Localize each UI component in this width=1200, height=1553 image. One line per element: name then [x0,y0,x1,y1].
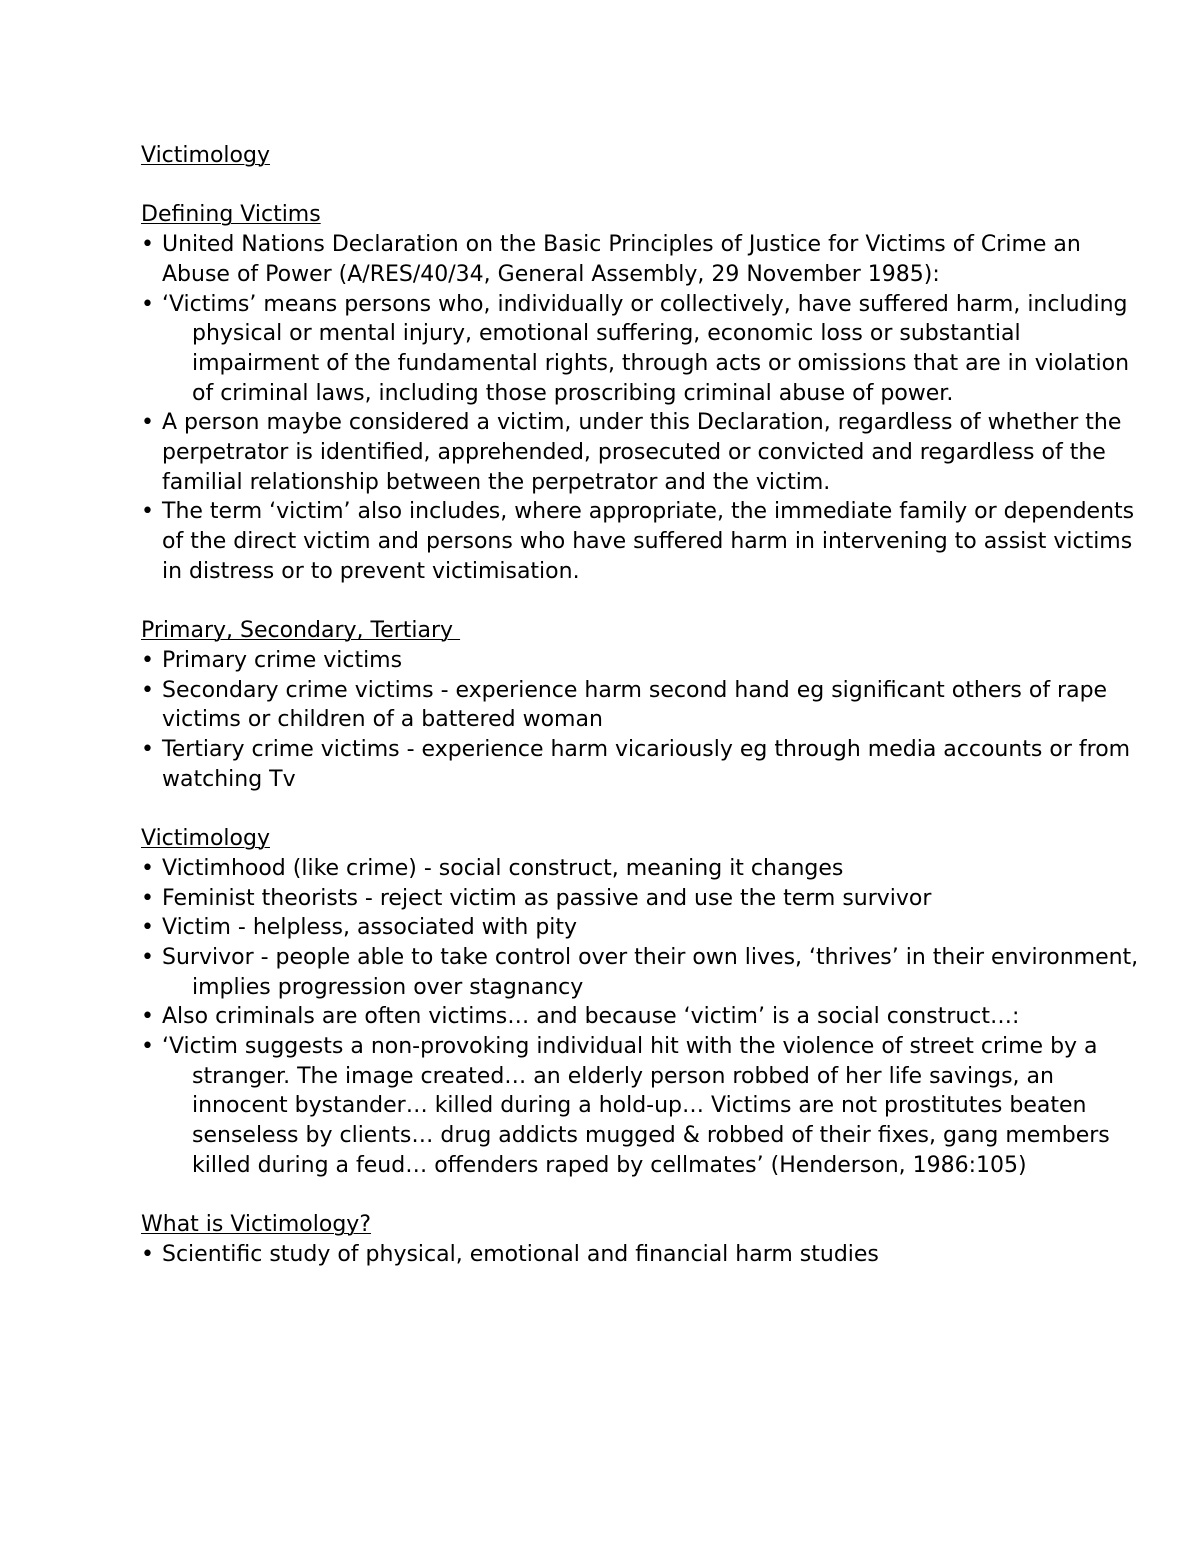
list-item [141,913,1151,943]
list-item-text: The term ‘victim’ also includes, where appropriate, the immediate family or dependents of the direct victim and persons who have suffered harm in intervening to assist victims in distress or to prevent victimisation. [162,499,1135,584]
list-item [141,290,1151,409]
list-item-text: Feminist theorists - reject victim as passive and use the term survivor [162,885,932,911]
list-item-text: Secondary crime victims - experience harm second hand eg significant others of rape victims or children of a battered woman [162,677,1108,733]
list-item-text: ‘Victims’ means persons who, individually or collectively, have suffered harm, including physical or mental injury, emotional suffering, economic loss or substantial impairment of the fundamental rights, through acts or omissions that are in violation of criminal laws, including those proscribing criminal abuse of power. [162,291,1130,406]
section-defining-victims [141,200,1151,586]
list-item-text: Victimhood (like crime) - social construct, meaning it changes [162,855,844,881]
section-heading: Defining Victims [141,202,321,228]
section-heading: Primary, Secondary, Tertiary [141,618,461,644]
bullet-icon: • [141,232,154,258]
bullet-icon: • [141,885,154,911]
bullet-list [141,230,1151,586]
list-item-text: Tertiary crime victims - experience harm vicariously eg through media accounts or from watching Tv [162,737,1131,792]
document-page [141,141,1151,1299]
list-item [141,854,1151,884]
list-item-text: A person maybe considered a victim, under this Declaration, regardless of whether the perpetrator is identified, apprehended, prosecuted or convicted and regardless of the familial relationship between the perpetrator and the victim. [162,410,1122,495]
list-item [141,1002,1151,1032]
bullet-icon: • [141,647,154,673]
list-item-text: Primary crime victims [162,647,403,673]
bullet-icon: • [141,677,154,703]
list-item [141,408,1151,497]
bullet-icon: • [141,1034,154,1060]
section-heading: What is Victimology? [141,1212,372,1238]
list-item [141,1032,1151,1181]
list-item [141,646,1151,676]
list-item [141,497,1151,586]
list-item-text: United Nations Declaration on the Basic Principles of Justice for Victims of Crime an Abuse of Power (A/RES/40/34, General Assembly, 29 November 1985): [162,232,1081,287]
list-item [141,676,1151,735]
bullet-icon: • [141,915,154,941]
bullet-icon: • [141,944,154,970]
bullet-icon: • [141,1004,154,1030]
list-item-text: Scientific study of physical, emotional and financial harm studies [162,1241,879,1267]
bullet-list [141,1240,1151,1270]
list-item [141,884,1151,914]
list-item-text: Victim - helpless, associated with pity [162,915,578,941]
bullet-icon: • [141,291,154,317]
bullet-icon: • [141,737,154,763]
section-primary-secondary-tertiary [141,616,1151,794]
section-heading: Victimology [141,826,270,852]
list-item [141,943,1151,1002]
document-title: Victimology [141,143,270,168]
list-item-text: ‘Victim suggests a non-provoking individual hit with the violence of street crime by a stranger. The image created… an elderly person robbed of her life savings, an innocent bystander… killed during a hold-up… Victims are not prostitutes beaten senseless by clients… drug addicts mugged & robbed of their fixes, gang members killed during a feud… offenders raped by cellmates’ (Henderson, 1986:105) [162,1034,1110,1178]
list-item-text: Survivor - people able to take control over their own lives, ‘thrives’ in their environment, implies progression over stagnancy [162,944,1139,1000]
bullet-icon: • [141,499,154,525]
bullet-icon: • [141,410,154,436]
list-item [141,230,1151,289]
list-item [141,735,1151,794]
bullet-list [141,854,1151,1181]
bullet-icon: • [141,1241,154,1267]
list-item-text: Also criminals are often victims… and because ‘victim’ is a social construct…: [162,1004,1020,1030]
list-item [141,1240,1151,1270]
bullet-icon: • [141,855,154,881]
section-victimology [141,824,1151,1180]
bullet-list [141,646,1151,795]
section-what-is-victimology [141,1210,1151,1269]
